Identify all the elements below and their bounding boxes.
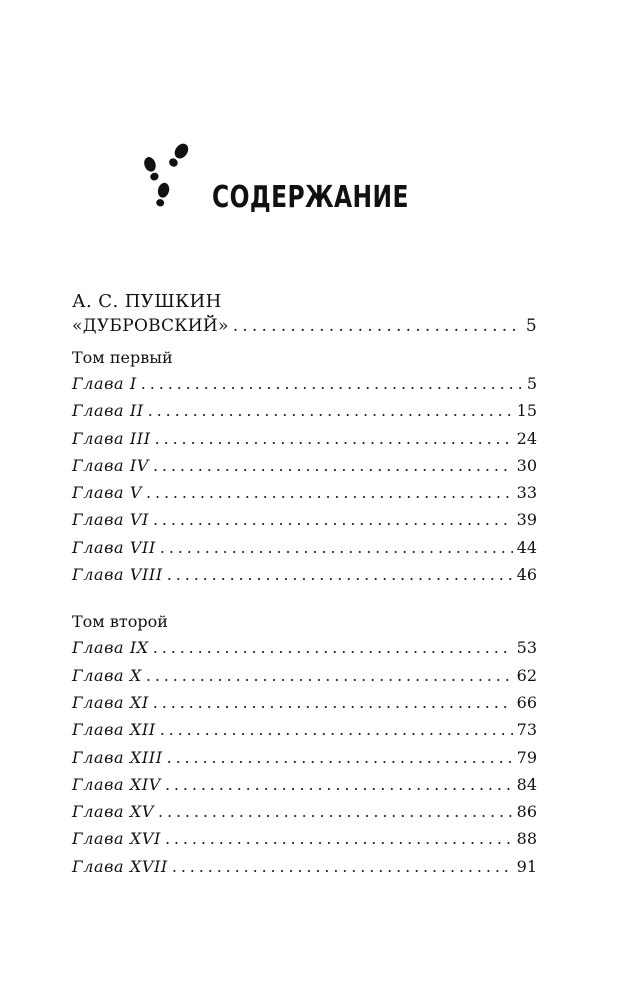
toc-entry-chapter[interactable] [72,534,537,561]
toc-entry-chapter[interactable] [72,771,537,798]
page-number: 5 [525,316,537,336]
page-number: 44 [516,537,537,557]
page-number: 46 [516,565,537,585]
author-name: А. С. ПУШКИН [72,291,222,312]
chapter-label: Глава II [72,401,144,421]
dot-leader [153,689,513,716]
chapter-label: Глава XIII [72,747,163,767]
chapter-label: Глава XVII [72,856,168,876]
volume-title: Том первый [72,348,173,367]
page-number: 84 [516,774,537,794]
dot-leader [160,716,513,743]
toc-entry-work[interactable] [72,314,537,338]
chapter-label: Глава VI [72,510,149,530]
toc-entry-chapter[interactable] [72,853,537,880]
page-number: 62 [516,665,537,685]
dot-leader [172,853,513,880]
toc-entry-chapter[interactable] [72,561,537,588]
work-title: «ДУБРОВСКИЙ» [72,316,229,336]
dot-leader [233,314,522,338]
page-number: 33 [516,483,537,503]
dot-leader [141,370,523,397]
dot-leader [158,798,513,825]
page-number: 24 [516,428,537,448]
table-of-contents [72,290,537,880]
chapter-label: Глава VIII [72,565,163,585]
chapter-label: Глава V [72,483,143,503]
toc-entry-chapter[interactable] [72,744,537,771]
dot-leader [153,506,513,533]
toc-entry-chapter[interactable] [72,798,537,825]
page-number: 88 [516,829,537,849]
page-number: 5 [526,374,537,393]
page-number: 30 [516,455,537,475]
page-number: 73 [516,720,537,740]
dot-leader [165,771,513,798]
page-number: 79 [516,747,537,767]
dot-leader [153,634,513,661]
dot-leader [165,825,513,852]
toc-entry-chapter[interactable] [72,689,537,716]
toc-header [140,138,460,218]
toc-entry-chapter[interactable] [72,716,537,743]
toc-entry-chapter[interactable] [72,479,537,506]
dot-leader [155,425,513,452]
chapter-label: Глава IX [72,638,149,658]
toc-entry-chapter[interactable] [72,425,537,452]
chapter-label: Глава XI [72,692,149,712]
toc-entry-chapter[interactable] [72,370,537,397]
chapter-label: Глава XVI [72,829,161,849]
dot-leader [167,744,513,771]
chapter-label: Глава VII [72,537,156,557]
toc-entry-chapter[interactable] [72,662,537,689]
chapter-label: Глава XIV [72,774,161,794]
toc-entry-chapter[interactable] [72,506,537,533]
chapter-label: Глава XII [72,720,156,740]
page-number: 86 [516,802,537,822]
dot-leader [160,534,513,561]
dot-leader [146,662,513,689]
page-number: 66 [516,692,537,712]
page-number: 15 [516,401,537,421]
toc-entry-chapter[interactable] [72,634,537,661]
toc-entry-chapter[interactable] [72,397,537,424]
page-title: СОДЕРЖАНИЕ [212,180,409,215]
page-number: 39 [516,510,537,530]
page-number: 53 [516,638,537,658]
chapter-label: Глава XV [72,802,155,822]
chapter-label: Глава IV [72,455,149,475]
dot-leader [153,452,513,479]
dot-leader [146,479,513,506]
dot-leader [148,397,513,424]
chapter-label: Глава I [72,374,137,393]
volume-title: Том второй [72,612,168,632]
page-number: 91 [516,856,537,876]
footprints-icon [140,138,200,213]
chapter-label: Глава III [72,428,151,448]
chapter-label: Глава X [72,665,142,685]
dot-leader [167,561,513,588]
toc-entry-chapter[interactable] [72,825,537,852]
toc-entry-chapter[interactable] [72,452,537,479]
